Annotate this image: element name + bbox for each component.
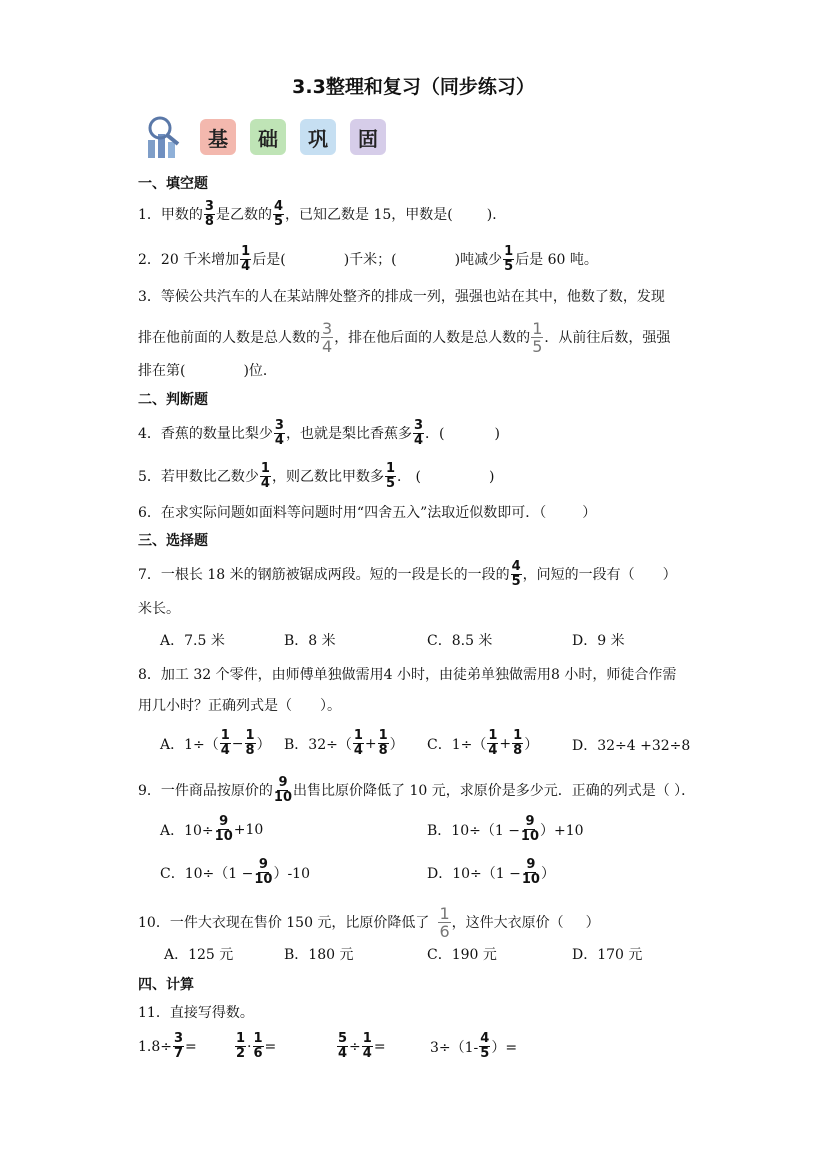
fraction: $\frac{3}{4}$	[274, 418, 284, 448]
fraction: $\frac{4}{5}$	[511, 559, 521, 589]
option-c[interactable]: C．1÷（ $\frac{1}{4}$ + $\frac{1}{8}$ ）	[427, 728, 539, 758]
question-7-line-2: 米长。	[138, 601, 180, 617]
option-a[interactable]: A．125 元	[164, 947, 234, 963]
option-b[interactable]: B．180 元	[284, 947, 354, 963]
option-b[interactable]: B．32÷（ $\frac{1}{4}$ + $\frac{1}{8}$ ）	[284, 728, 404, 758]
option-c[interactable]: C．8.5 米	[427, 633, 493, 649]
fraction: $\frac{4}{5}$	[273, 199, 284, 229]
fraction: $\frac{1}{4}$	[220, 728, 230, 758]
expression-2: $\frac{1}{2}$ · $\frac{1}{6}$ =	[236, 1031, 277, 1061]
fraction: $\frac{1}{2}$	[236, 1031, 246, 1061]
fraction: $\frac{5}{4}$	[338, 1031, 348, 1061]
option-a[interactable]: A．7.5 米	[160, 633, 225, 649]
question-7-options	[0, 630, 827, 654]
option-b[interactable]: B．8 米	[284, 633, 336, 649]
fraction: $\frac{9}{10}$	[254, 857, 273, 887]
fraction: $\frac{1}{4}$	[488, 728, 498, 758]
question-8-line-1: 8．加工 32 个零件，由师傅单独做需用4 小时，由徒弟单独做需用8 小时，师徒合作需	[138, 667, 677, 683]
fraction: $\frac{3}{8}$	[204, 199, 214, 229]
option-d[interactable]: D．10÷（1 − $\frac{9}{10}$ ）	[427, 857, 555, 887]
option-a[interactable]: A．10÷ $\frac{9}{10}$ +10	[160, 814, 264, 844]
banner-tile-1: 基	[200, 119, 236, 155]
fraction: $\frac{1}{8}$	[245, 728, 255, 758]
question-10: 10．一件大衣现在售价 150 元，比原价降低了 $\frac{1}{6}$ ，这件大衣原价（ ）	[138, 904, 600, 941]
section-heading-calc: 四、计算	[138, 977, 194, 993]
option-c[interactable]: C．10÷（1 − $\frac{9}{10}$ ）-10	[160, 857, 310, 887]
expression-1: 1.8÷ $\frac{3}{7}$ =	[138, 1031, 197, 1061]
option-d[interactable]: D．32÷4 +32÷8	[572, 738, 691, 754]
question-7: 7．一根长 18 米的钢筋被锯成两段。短的一段是长的一段的 $\frac{4}{5}$ ，问短的一段有（ ）	[138, 559, 677, 589]
fraction: $\frac{1}{4}$	[362, 1031, 372, 1061]
fraction: $\frac{1}{4}$	[241, 244, 251, 274]
banner-tile-3: 巩	[300, 119, 336, 155]
question-3-line-2: 排在他前面的人数是总人数的 $\frac{3}{4}$ ，排在他后面的人数是总人数的 $\frac{1}{5}$ ．从前往后数，强强	[138, 319, 671, 356]
fraction: $\frac{1}{8}$	[513, 728, 523, 758]
section-banner	[138, 112, 400, 162]
option-d[interactable]: D．170 元	[572, 947, 643, 963]
question-1: 1．甲数的 $\frac{3}{8}$ 是乙数的 $\frac{4}{5}$ ，已知乙数是 15，甲数是( )．	[138, 199, 507, 229]
question-3-line-1: 3．等候公共汽车的人在某站牌处整齐的排成一列，强强也站在其中，他数了数，发现	[138, 289, 665, 305]
magnifier-chart-icon	[138, 112, 194, 162]
section-heading-judge: 二、判断题	[138, 392, 208, 408]
question-8-options	[0, 727, 827, 761]
section-heading-fill-blank: 一、填空题	[138, 176, 208, 192]
option-c[interactable]: C．190 元	[427, 947, 497, 963]
question-4: 4．香蕉的数量比梨少 $\frac{3}{4}$ ，也就是梨比香蕉多 $\frac{3}{4}$ ．( )	[138, 418, 500, 448]
fraction: $\frac{4}{5}$	[480, 1031, 490, 1061]
fraction: $\frac{9}{10}$	[520, 814, 540, 844]
fraction: $\frac{1}{5}$	[504, 244, 514, 274]
expression-3: $\frac{5}{4}$ ÷ $\frac{1}{4}$ =	[338, 1031, 386, 1061]
question-9-options	[0, 815, 827, 895]
question-2: 2．20 千米增加 $\frac{1}{4}$ 后是( )千米；( )吨减少 $\frac{1}{5}$ 后是 60 吨。	[138, 244, 598, 274]
section-heading-choice: 三、选择题	[138, 533, 208, 549]
option-b[interactable]: B．10÷（1 − $\frac{9}{10}$ ）+10	[427, 814, 584, 844]
question-3-line-3: 排在第( )位．	[138, 363, 277, 379]
question-5: 5．若甲数比乙数少 $\frac{1}{4}$ ，则乙数比甲数多 $\frac{1}{5}$ ． ( )	[138, 461, 495, 491]
fraction: $\frac{1}{8}$	[378, 728, 388, 758]
calc-expressions	[0, 1032, 827, 1072]
fraction: $\frac{9}{10}$	[521, 857, 540, 887]
fraction: $\frac{3}{4}$	[322, 319, 333, 356]
question-9: 9．一件商品按原价的 $\frac{9}{10}$ 出售比原价降低了 10 元，求原价是多少元．正确的列式是（ ）．	[138, 775, 696, 805]
question-11: 11．直接写得数。	[138, 1005, 254, 1021]
banner-tile-2: 础	[250, 119, 286, 155]
fraction: $\frac{1}{6}$	[439, 904, 450, 941]
question-8-line-2: 用几小时？正确列式是（ ）。	[138, 698, 341, 714]
question-6: 6．在求实际问题如面料等问题时用“四舍五入”法取近似数即可．（ ）	[138, 505, 597, 521]
option-a[interactable]: A．1÷（ $\frac{1}{4}$ − $\frac{1}{8}$ ）	[160, 728, 271, 758]
fraction: $\frac{1}{6}$	[253, 1031, 263, 1061]
fraction: $\frac{1}{4}$	[353, 728, 363, 758]
fraction: $\frac{1}{4}$	[260, 461, 270, 491]
fraction: $\frac{1}{5}$	[532, 319, 543, 356]
fraction: $\frac{9}{10}$	[214, 814, 233, 844]
fraction: $\frac{3}{7}$	[174, 1031, 184, 1061]
page-title: 3.3整理和复习（同步练习）	[292, 76, 535, 98]
fraction: $\frac{1}{5}$	[385, 461, 396, 491]
option-d[interactable]: D．9 米	[572, 633, 625, 649]
expression-4: 3÷（1- $\frac{4}{5}$ ）=	[430, 1031, 518, 1061]
fraction: $\frac{3}{4}$	[413, 418, 424, 448]
fraction: $\frac{9}{10}$	[273, 775, 293, 805]
question-10-options	[0, 944, 827, 968]
banner-tile-4: 固	[350, 119, 386, 155]
